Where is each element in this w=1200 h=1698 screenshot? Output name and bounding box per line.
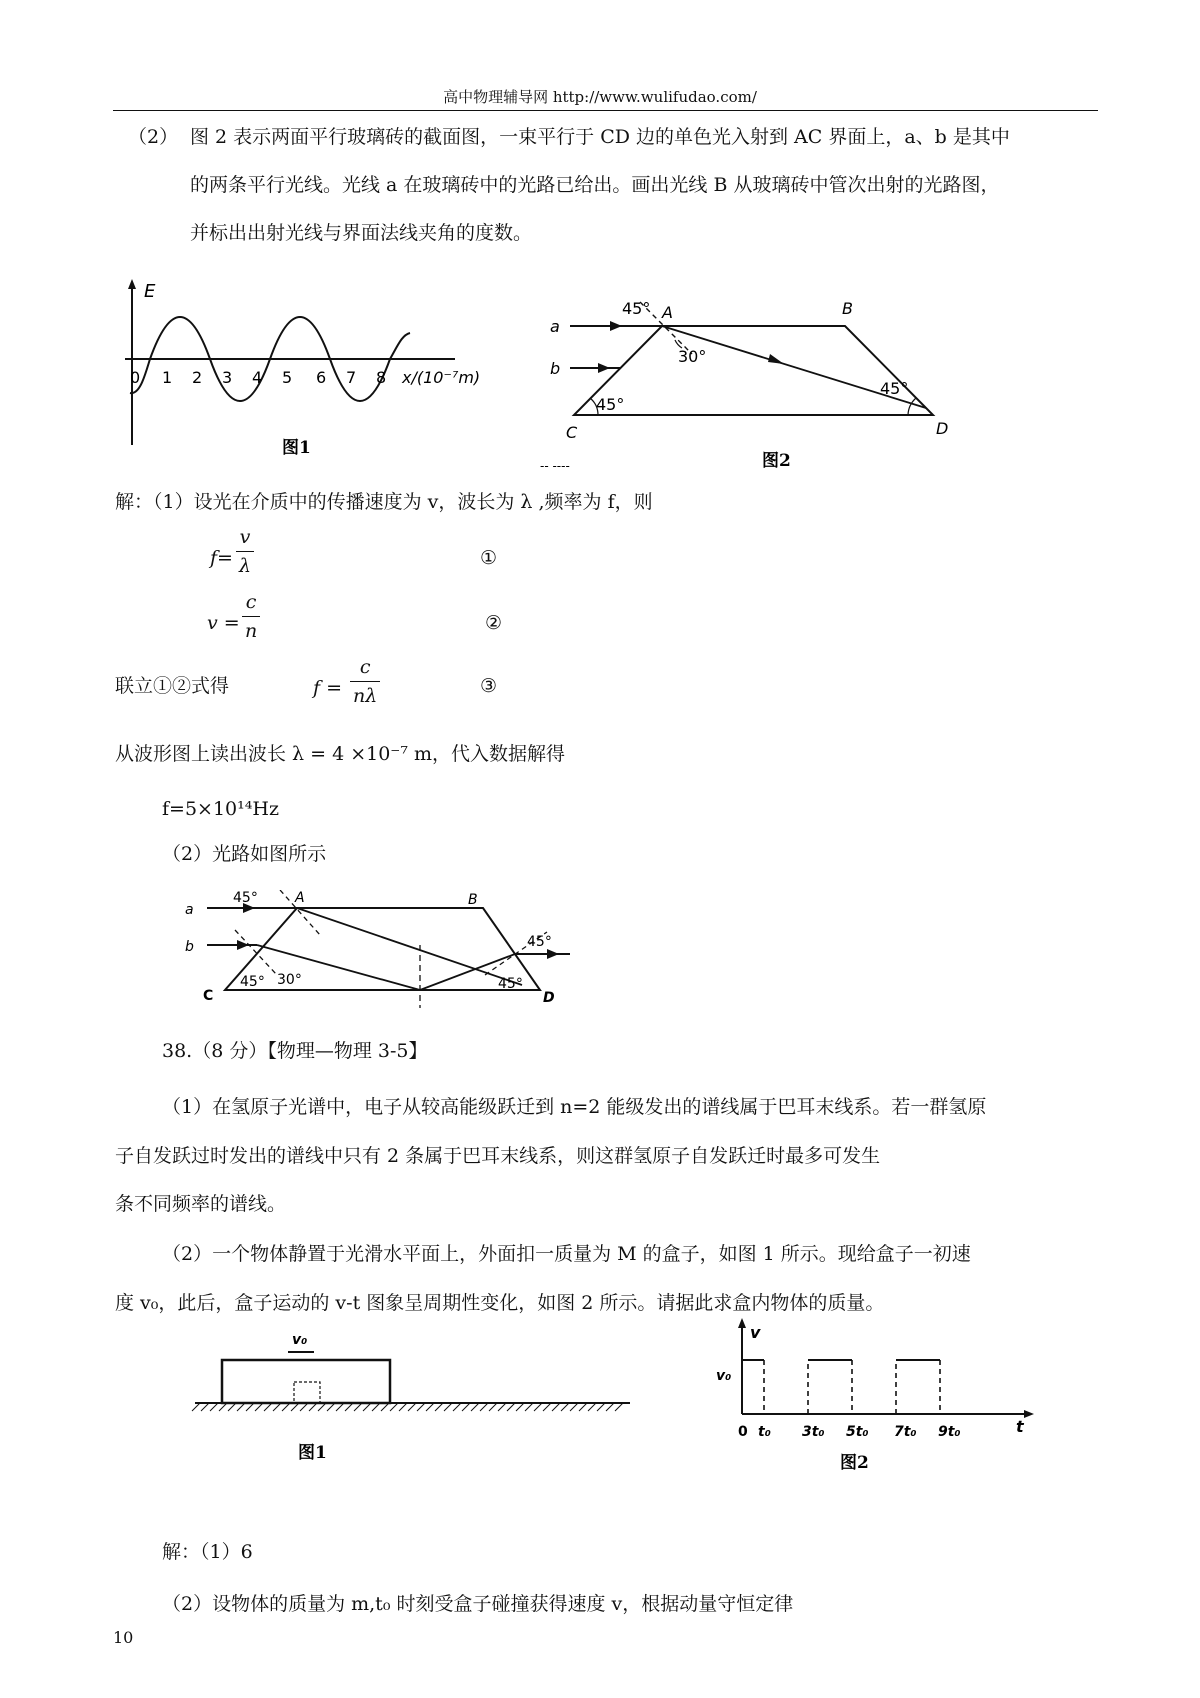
fig4-hatch-line [552, 1403, 560, 1411]
fig4-hatch-line [579, 1403, 587, 1411]
eq1-numerator: v [236, 523, 254, 552]
fig5-tick-7t0: 7t₀ [894, 1424, 917, 1440]
fig4-hatch-line [516, 1403, 524, 1411]
fig4-hatch-line [615, 1403, 623, 1411]
fig1-tick-4: 4 [252, 368, 263, 387]
fig3-angle-30: 30° [277, 972, 302, 988]
fig4-hatch-line [462, 1403, 470, 1411]
eq2-numerator: c [242, 588, 260, 617]
fig1-tick-6: 6 [316, 368, 327, 387]
figure-2-glass-brick [540, 280, 970, 480]
fig1-y-label: E [144, 281, 156, 302]
fig4-hatch-line [489, 1403, 497, 1411]
fig1-tick-0: 0 [130, 368, 141, 387]
fig2-angle-45-top: 45° [622, 299, 651, 318]
fig2-label-b: b [550, 359, 561, 378]
q38-p1-line-3: 条不同频率的谱线。 [115, 1193, 287, 1215]
q38-title: 38.（8 分）【物理—物理 3-5】 [162, 1040, 428, 1062]
fig2-ray-b-arrow [598, 363, 610, 373]
q2-line-2: 的两条平行光线。光线 a 在玻璃砖中的光路已给出。画出光线 B 从玻璃砖中管次出射的光路图， [190, 174, 1000, 196]
fig4-hatch-line [435, 1403, 443, 1411]
fig4-caption: 图1 [298, 1443, 327, 1463]
fig3-exit-arrow [547, 949, 559, 959]
fig2-arc-D [908, 398, 916, 415]
fig5-v-arrow [738, 1318, 746, 1328]
fig5-tick-5t0: 5t₀ [846, 1424, 869, 1440]
fig3-angle-45-top: 45° [233, 890, 258, 906]
fig3-angle-45-C: 45° [240, 974, 265, 990]
eq2-lhs: v = [207, 612, 240, 634]
fig4-hatch-line [543, 1403, 551, 1411]
fig2-ray-a-arrow [610, 321, 622, 331]
figure-1-wave [120, 275, 520, 475]
fig1-tick-5: 5 [282, 368, 293, 387]
eq1-denominator: λ [239, 555, 252, 577]
fig4-hatch-line [606, 1403, 614, 1411]
fig3-angle-45-D: 45° [498, 976, 523, 992]
fig1-tick-8: 8 [376, 368, 387, 387]
eq1-mark: ① [480, 547, 498, 569]
fig5-caption: 图2 [840, 1453, 869, 1473]
fig2-label-C: C [566, 423, 578, 442]
fig4-hatch-line [192, 1403, 200, 1411]
fig1-tick-3: 3 [222, 368, 233, 387]
fig4-v0-label: v₀ [292, 1332, 308, 1348]
fig5-ticks [738, 1424, 961, 1440]
fig5-t-label: t [1016, 1417, 1024, 1436]
fig3-label-D: D [543, 990, 555, 1006]
fig4-hatch-line [444, 1403, 452, 1411]
fig5-t-arrow [1024, 1410, 1034, 1418]
fig1-y-arrow [128, 279, 136, 289]
sol1-intro: 解：（1）设光在介质中的传播速度为 v，波长为 λ ,频率为 f，则 [115, 491, 653, 513]
fig3-label-B: B [468, 892, 478, 908]
fig4-hatch-line [498, 1403, 506, 1411]
fig4-hatch-line [417, 1403, 425, 1411]
fig3-label-a: a [185, 902, 194, 918]
figure-5-vt-graph [710, 1318, 1040, 1478]
fig3-label-A: A [295, 890, 305, 906]
eq2-mark: ② [485, 612, 503, 634]
fig1-tick-2: 2 [192, 368, 203, 387]
fig5-tick-t0: t₀ [758, 1424, 771, 1440]
fig2-label-D: D [936, 419, 949, 438]
fig4-hatch-line [597, 1403, 605, 1411]
fig2-brick-outline [574, 326, 933, 415]
fig1-ticks [130, 368, 386, 387]
eq3-numerator: c [350, 653, 380, 682]
fig4-hatch-line [426, 1403, 434, 1411]
fig2-angle-45-D: 45° [880, 379, 909, 398]
eq3-denominator: nλ [353, 685, 378, 707]
fig4-hatch-line [471, 1403, 479, 1411]
fig2-caption: 图2 [762, 451, 791, 471]
fig4-hatch-line [525, 1403, 533, 1411]
eq1-lhs: f= [210, 547, 233, 569]
fig1-tick-7: 7 [346, 368, 357, 387]
fig5-pulses [742, 1360, 940, 1414]
fig3-label-b: b [185, 939, 194, 955]
page-number: 10 [113, 1628, 134, 1647]
q38-p1-line-2: 子自发跃过时发出的谱线中只有 2 条属于巴耳末线系，则这群氢原子自发跃迁时最多可发生 [115, 1145, 881, 1167]
fig1-tick-1: 1 [162, 368, 173, 387]
eq2-denominator: n [245, 620, 258, 642]
eq2-fraction [242, 588, 260, 645]
fig4-hatch-line [507, 1403, 515, 1411]
fig4-hatch-line [588, 1403, 596, 1411]
fig4-hatch-line [399, 1403, 407, 1411]
fig1-caption: 图1 [282, 438, 311, 458]
fig2-label-a: a [550, 317, 560, 336]
fig5-v0-label: v₀ [716, 1368, 732, 1384]
eq3-lhs: f = [313, 677, 342, 699]
fig4-hatch-line [408, 1403, 416, 1411]
sol1-part2: （2）光路如图所示 [162, 843, 327, 865]
q2-number: （2） [128, 126, 179, 148]
fig2-angle-45-C: 45° [596, 395, 625, 414]
fig5-v-label: v [750, 1323, 761, 1342]
fig4-inner-object [294, 1382, 320, 1403]
fig3-angle-45-exit: 45° [527, 934, 552, 950]
fig2-inside-arrow [768, 354, 784, 364]
q38-p2-line-2: 度 v₀，此后，盒子运动的 v-t 图象呈周期性变化，如图 2 所示。请据此求盒内物体的质量。 [115, 1292, 885, 1314]
q2-line-3: 并标出出射光线与界面法线夹角的度数。 [190, 222, 533, 244]
fig5-tick-3t0: 3t₀ [802, 1424, 825, 1440]
fig4-hatch-line [534, 1403, 542, 1411]
fig4-hatch-line [453, 1403, 461, 1411]
page-header: 高中物理辅导网 http://www.wulifudao.com/ [443, 88, 757, 106]
eq3-mark: ③ [480, 675, 498, 697]
fig4-hatch-line [201, 1403, 209, 1411]
eq3-fraction [350, 653, 380, 710]
fig5-tick-0: 0 [738, 1424, 748, 1440]
figure-4-box [190, 1330, 640, 1480]
fig4-hatch-line [480, 1403, 488, 1411]
q38-p1-line-1: （1）在氢原子光谱中，电子从较高能级跃迁到 n=2 能级发出的谱线属于巴耳末线系。若一群氢原 [162, 1096, 987, 1118]
fig3-label-C: C [203, 988, 214, 1004]
sol2-line-2: （2）设物体的质量为 m,t₀ 时刻受盒子碰撞获得速度 v，根据动量守恒定律 [162, 1593, 794, 1615]
fig4-hatch-line [210, 1403, 218, 1411]
fig1-x-label: x/(10⁻⁷m) [402, 368, 481, 387]
header-rule [113, 110, 1098, 111]
sol2-line-1: 解：（1）6 [162, 1541, 253, 1563]
fig5-tick-9t0: 9t₀ [938, 1424, 961, 1440]
eq3-prefix: 联立①②式得 [115, 675, 230, 697]
fig4-hatch-line [561, 1403, 569, 1411]
eq1-fraction [236, 523, 254, 580]
fig2-angle-30: 30° [678, 347, 707, 366]
q2-line-1: 图 2 表示两面平行玻璃砖的截面图，一束平行于 CD 边的单色光入射到 AC 界面上，a、b 是其中 [190, 126, 1010, 148]
q38-p2-line-1: （2）一个物体静置于光滑水平面上，外面扣一质量为 M 的盒子，如图 1 所示。现给盒子一初速 [162, 1243, 971, 1265]
sol1-wavelength-line: 从波形图上读出波长 λ = 4 ×10⁻⁷ m，代入数据解得 [115, 743, 566, 765]
sol1-result: f=5×10¹⁴Hz [162, 798, 279, 820]
fig3-ray-b-arrow [237, 940, 249, 950]
fig2-stray-marks: -- ---- [540, 459, 570, 473]
figure-3-light-path [185, 890, 625, 1010]
fig4-hatch-line [570, 1403, 578, 1411]
fig2-label-A: A [662, 303, 673, 322]
fig2-label-B: B [842, 299, 853, 318]
